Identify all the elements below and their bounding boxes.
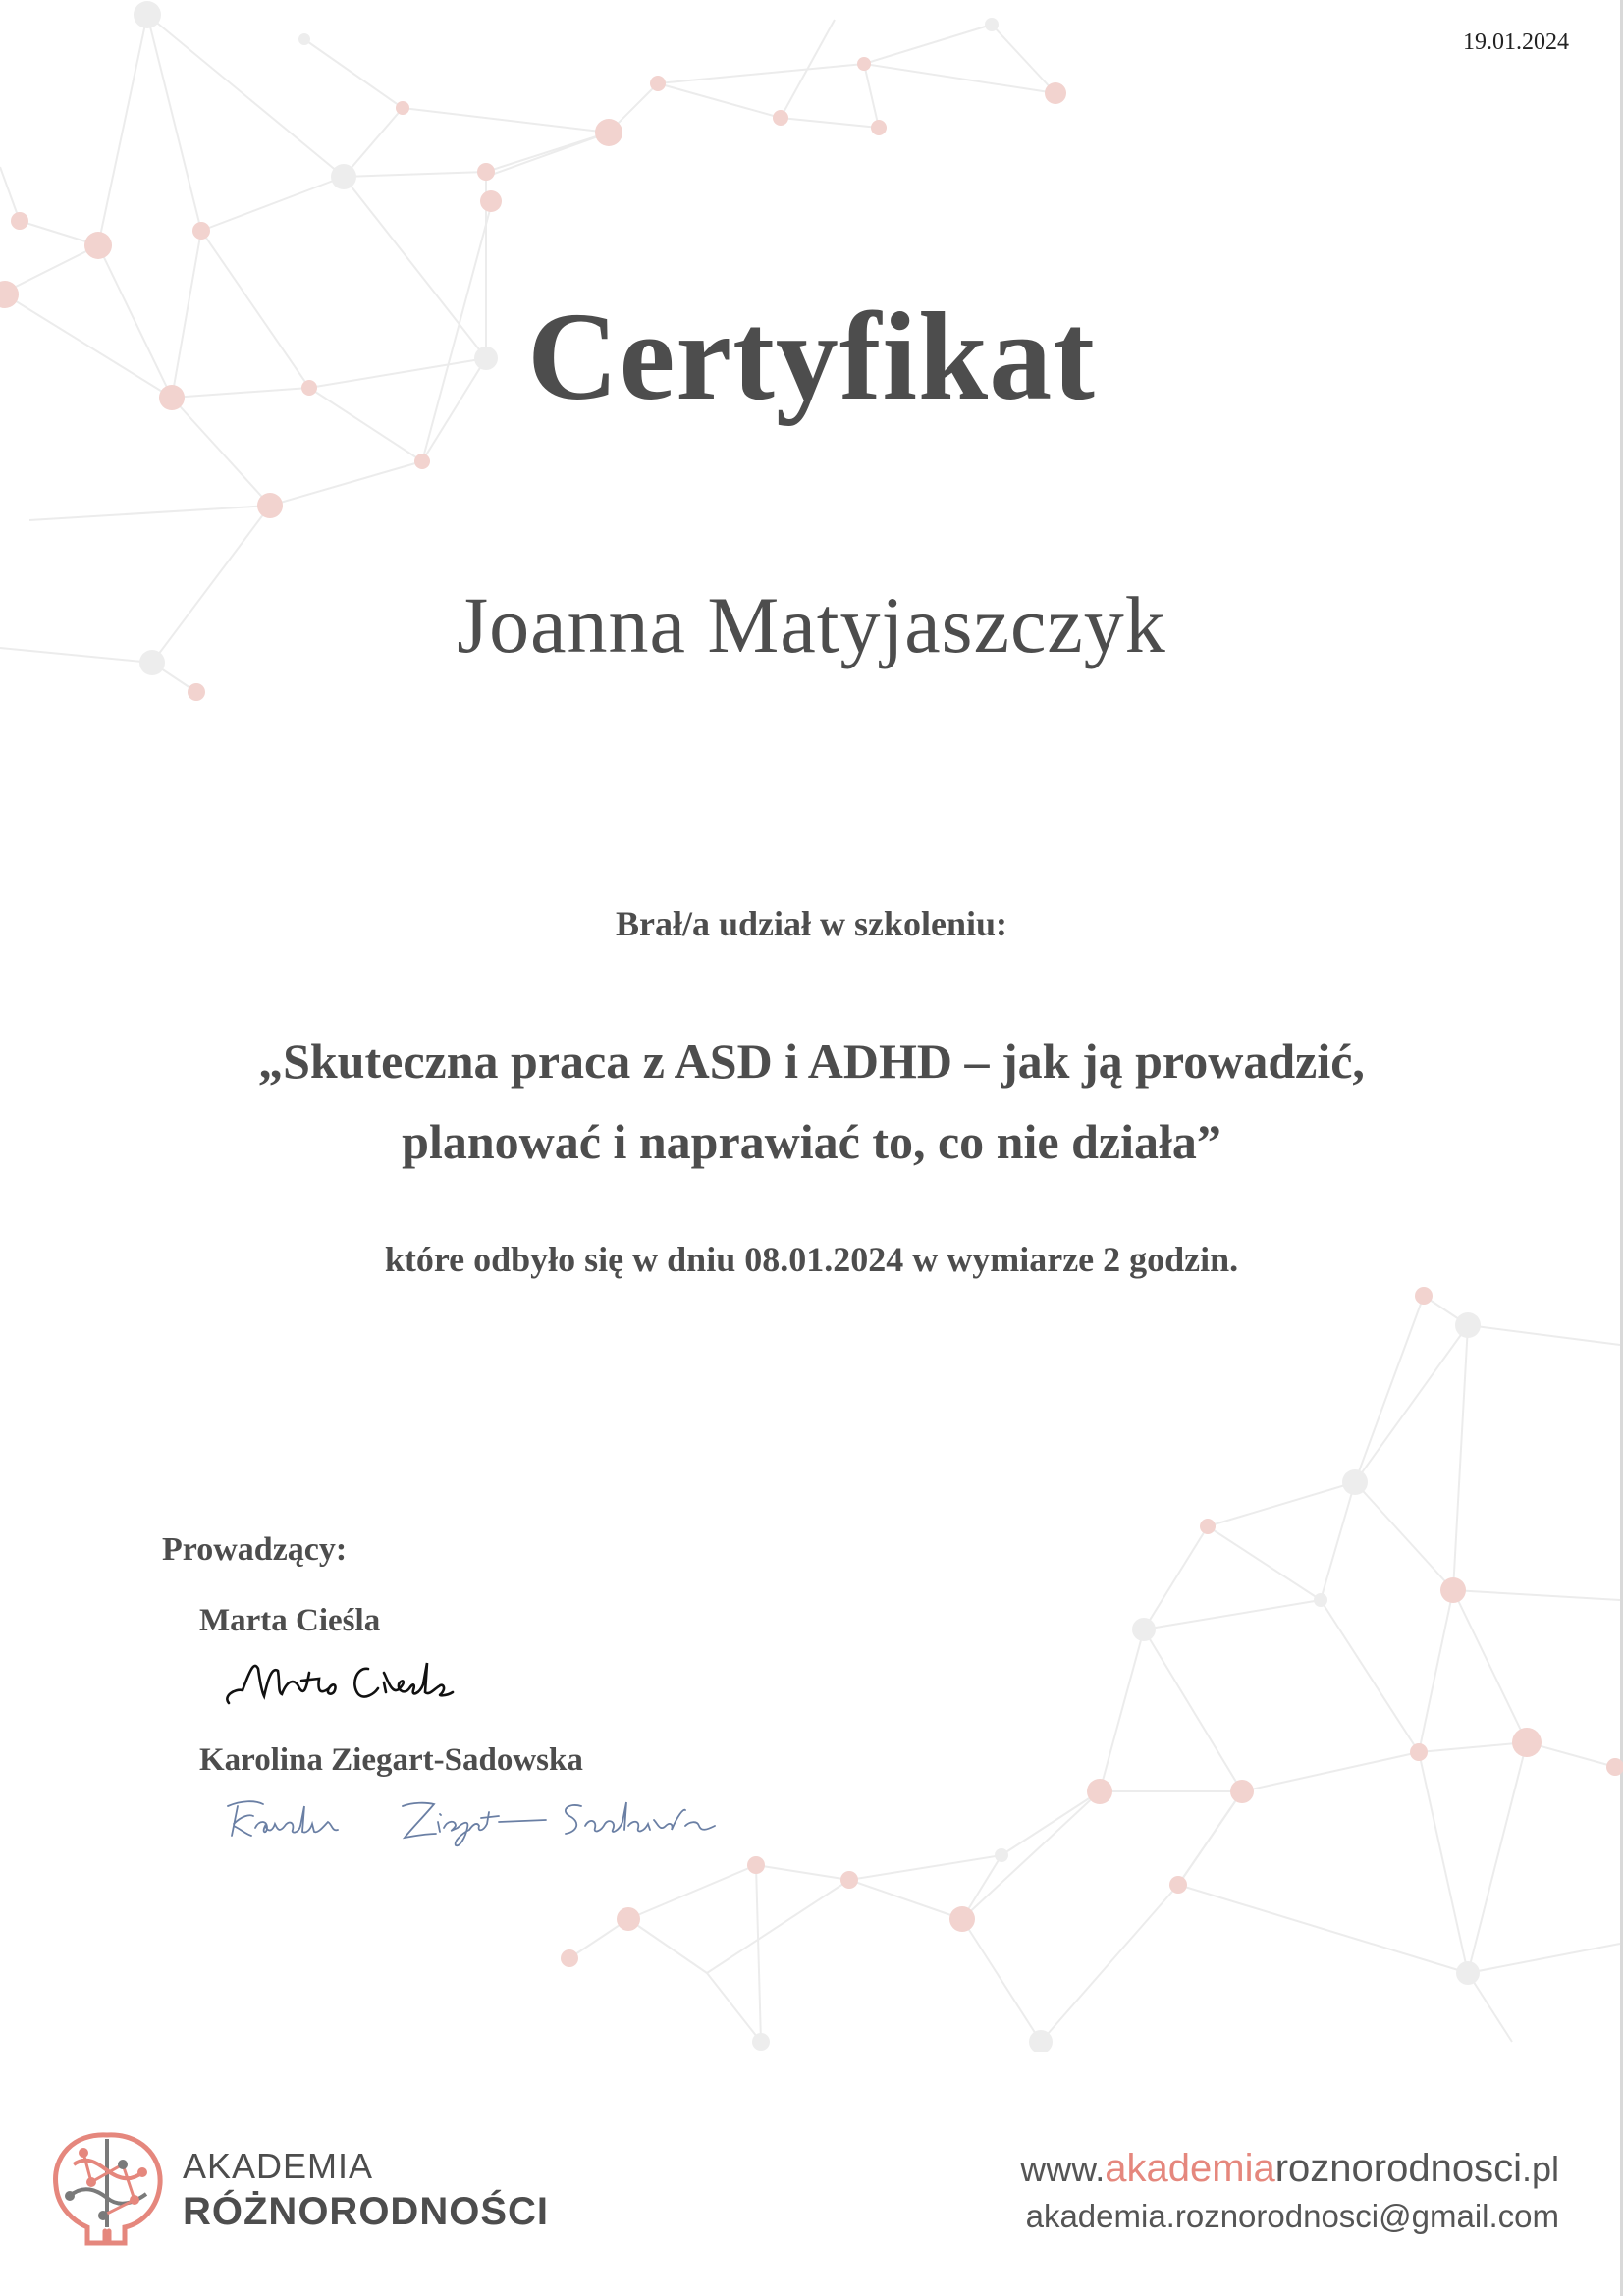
course-title-line-2: planować i naprawiać to, co nie działa”	[402, 1114, 1221, 1169]
signature-marta-ciesla	[221, 1649, 457, 1713]
contact-block	[1020, 2145, 1559, 2240]
course-title-line-1: „Skuteczna praca z ASD i ADHD – jak ją prowadzić,	[258, 1034, 1365, 1089]
leaders-label: Prowadzący:	[162, 1531, 348, 1568]
akademia-logo-icon	[44, 2125, 172, 2253]
akademia-logo-text	[183, 2145, 549, 2235]
issue-date: 19.01.2024	[1463, 29, 1569, 55]
recipient-name: Joanna Matyjaszczyk	[457, 580, 1166, 669]
leader-name-2: Karolina Ziegart-Sadowska	[199, 1742, 583, 1778]
web-main: roznorodnosci	[1274, 2147, 1522, 2190]
web-suffix: .pl	[1521, 2149, 1559, 2189]
web-highlight: akademia	[1105, 2147, 1275, 2190]
course-title	[0, 1021, 1623, 1182]
leader-name-1: Marta Cieśla	[199, 1603, 381, 1638]
web-prefix: www.	[1020, 2149, 1106, 2189]
logo-line-1: AKADEMIA	[183, 2146, 374, 2186]
signature-karolina-ziegart-sadowska	[216, 1787, 727, 1855]
logo-line-2: RÓŻNORODNOŚCI	[183, 2190, 549, 2233]
certificate-title: Certyfikat	[527, 287, 1096, 426]
network-decoration-bottom	[530, 1266, 1623, 2052]
course-summary: które odbyło się w dniu 08.01.2024 w wymiarze 2 godzin.	[384, 1240, 1239, 1279]
participation-intro: Brał/a udział w szkoleniu:	[615, 904, 1008, 943]
email-link[interactable]: akademia.roznorodnosci@gmail.com	[1025, 2198, 1559, 2234]
website-link[interactable]	[1020, 2145, 1559, 2193]
